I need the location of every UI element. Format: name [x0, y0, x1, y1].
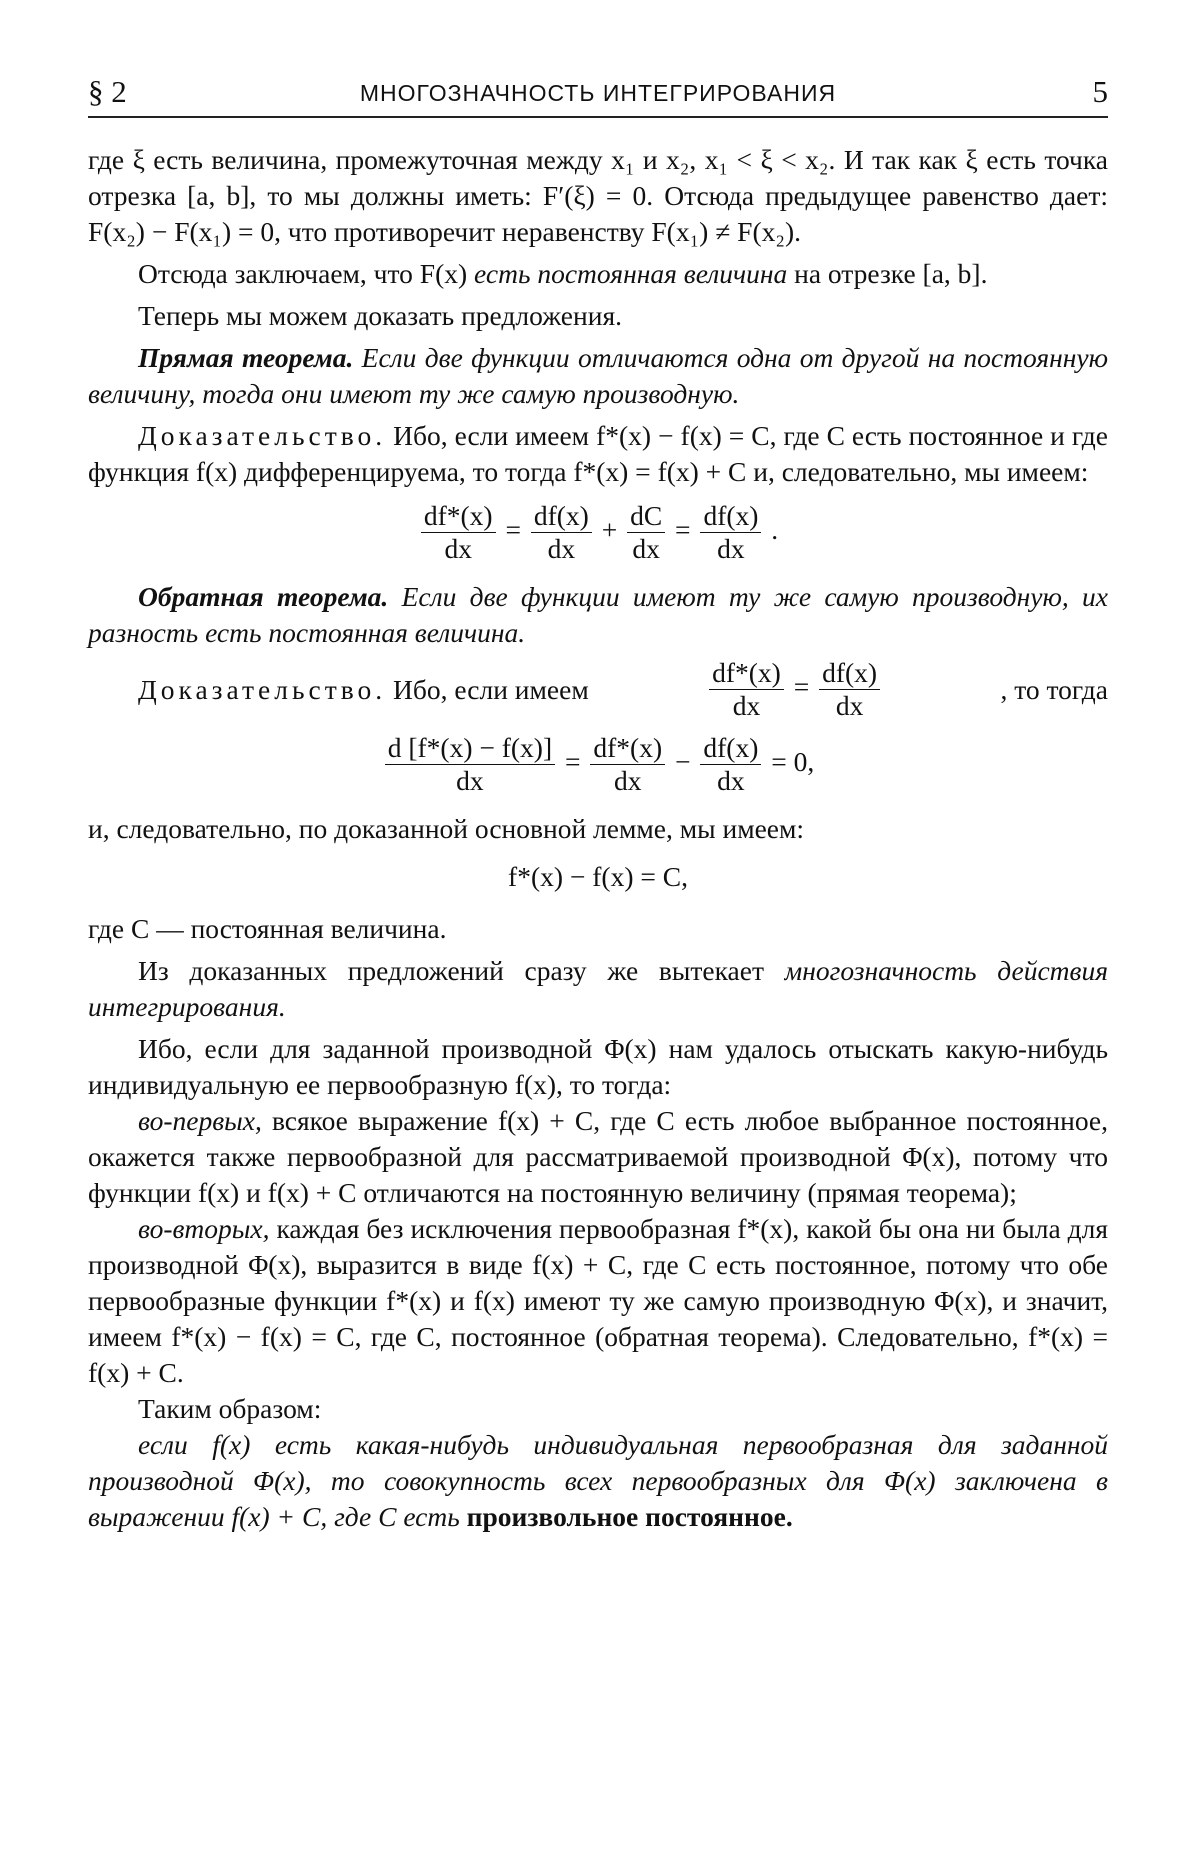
paragraph-1: где ξ есть величина, промежуточная между x₁ и x₂, x₁ < ξ < x₂. И так как ξ есть точка отрезка [a, b], то мы должны иметь: F′(ξ) = 0. Отсюда предыдущее равенство дает: F(x₂) − F(x₁) = 0, что противоречит неравенству F(x₁) ≠ F(x₂). [88, 144, 1108, 247]
emphasis-text: многозначность действия интегрирования. [88, 955, 1108, 1022]
paragraph-6 [88, 953, 1108, 1025]
fraction [590, 732, 665, 797]
operator: + [601, 513, 618, 545]
denominator: dx [732, 690, 761, 721]
denominator: dx [444, 533, 472, 564]
numerator: df(x) [531, 500, 592, 533]
conclusion [88, 1427, 1108, 1535]
text-run: Из доказанных предложений сразу же вытекает [138, 955, 785, 986]
proof-2-intro [88, 672, 589, 708]
fraction [531, 500, 592, 565]
proof-1 [88, 418, 1108, 490]
page-body [88, 142, 1108, 1535]
proof-text: Ибо, если имеем [386, 673, 589, 705]
proof-text: Ибо, если имеем f*(x) − f(x) = C, где C есть постоянное и где функция f(x) дифференцируема, то тогда f*(x) = f(x) + C и, следовательно, мы имеем: [88, 420, 1108, 487]
proof-text-end: , то тогда [1000, 673, 1108, 705]
punctuation: . [771, 513, 779, 545]
paragraph-3: Теперь мы можем доказать предложения. [138, 300, 622, 331]
inline-equation [706, 657, 883, 722]
denominator: dx [835, 690, 864, 721]
equation-2 [88, 732, 1108, 797]
paragraph-5: где C — постоянная величина. [88, 913, 447, 944]
numerator: df(x) [819, 657, 880, 690]
denominator: dx [456, 765, 484, 796]
equation-1 [88, 500, 1108, 565]
paragraph-4: и, следовательно, по доказанной основной лемме, мы имеем: [88, 813, 805, 844]
section-number: § 2 [88, 74, 127, 109]
denominator: dx [547, 533, 576, 564]
equation-3: f*(x) − f(x) = C, [508, 861, 688, 892]
fraction [819, 657, 880, 722]
inverse-theorem [88, 579, 1108, 651]
conclusion-bold: произвольное постоянное. [466, 1501, 793, 1532]
fraction [700, 500, 761, 565]
paragraph-2 [88, 256, 1108, 292]
equation-end: = 0, [771, 745, 815, 777]
fraction [700, 732, 761, 797]
direct-theorem [88, 340, 1108, 412]
fraction [385, 732, 555, 797]
operator: = [793, 670, 810, 702]
numerator: df*(x) [590, 732, 665, 765]
denominator: dx [717, 533, 745, 564]
proof-2 [88, 657, 1108, 722]
operator: = [565, 745, 581, 777]
text-run: на отрезке [a, b]. [787, 258, 988, 289]
denominator: dx [632, 533, 660, 564]
fraction [421, 500, 496, 565]
text-run: каждая без исключения первообразная f*(x), какой бы она ни была для производной Φ(x), выразится в виде f(x) + C, где C есть постоянное, потому что обе первообразные функции f*(x) и f(x) имеют ту же самую производную Φ(x), и значит, имеем f*(x) − f(x) = C, где C, постоянное (обратная теорема). Следовательно, f*(x) = f(x) + C. [88, 1213, 1108, 1388]
conclusion-text: если f(x) есть какая-нибудь индивидуальная первообразная для заданной производной Φ(x), то совокупность всех первообразных для Φ(x) заключена в выражении f(x) + C, где C есть [88, 1429, 1108, 1532]
denominator: dx [614, 765, 642, 796]
operator: − [675, 745, 691, 777]
denominator: dx [717, 765, 745, 796]
numerator: df*(x) [421, 500, 496, 533]
proof-label: Доказательство. [138, 420, 387, 451]
paragraph-10: Таким образом: [138, 1393, 322, 1424]
fraction [627, 500, 665, 565]
inverse-theorem-text: Если две функции имеют ту же самую производную, их разность есть постоянная величина. [88, 581, 1108, 648]
direct-theorem-text: Если две функции отличаются одна от другой на постоянную величину, тогда они имеют ту же самую производную. [88, 342, 1109, 409]
paragraph-8 [88, 1103, 1108, 1211]
emphasis-text: есть постоянная величина [474, 258, 788, 289]
operator: = [675, 513, 691, 545]
text-run: Отсюда заключаем, что F(x) [138, 258, 475, 289]
numerator: d [f*(x) − f(x)] [385, 732, 555, 765]
text-run: всякое выражение f(x) + C, где C есть любое выбранное постоянное, окажется также первообразной для рассматриваемой производной Φ(x), потому что функции f(x) и f(x) + C отличаются на постоянную величину (прямая теорема); [88, 1105, 1108, 1208]
running-title: МНОГОЗНАЧНОСТЬ ИНТЕГРИРОВАНИЯ [359, 80, 837, 106]
numerator: df(x) [700, 500, 761, 533]
emphasis-text: во-вторых, [138, 1213, 270, 1244]
direct-theorem-title: Прямая теорема. [138, 342, 354, 373]
numerator: df(x) [700, 732, 761, 765]
running-header [88, 72, 1108, 118]
paragraph-9 [88, 1211, 1108, 1391]
inverse-theorem-title: Обратная теорема. [138, 581, 389, 612]
page-number: 5 [1092, 74, 1108, 109]
emphasis-text: во-первых, [138, 1105, 262, 1136]
numerator: dC [627, 500, 665, 533]
numerator: df*(x) [709, 657, 784, 690]
operator: = [505, 513, 521, 545]
fraction [709, 657, 784, 722]
proof-label: Доказательство. [138, 673, 387, 705]
paragraph-7: Ибо, если для заданной производной Φ(x) нам удалось отыскать какую-нибудь индивидуальную ее первообразную f(x), то тогда: [88, 1033, 1108, 1100]
